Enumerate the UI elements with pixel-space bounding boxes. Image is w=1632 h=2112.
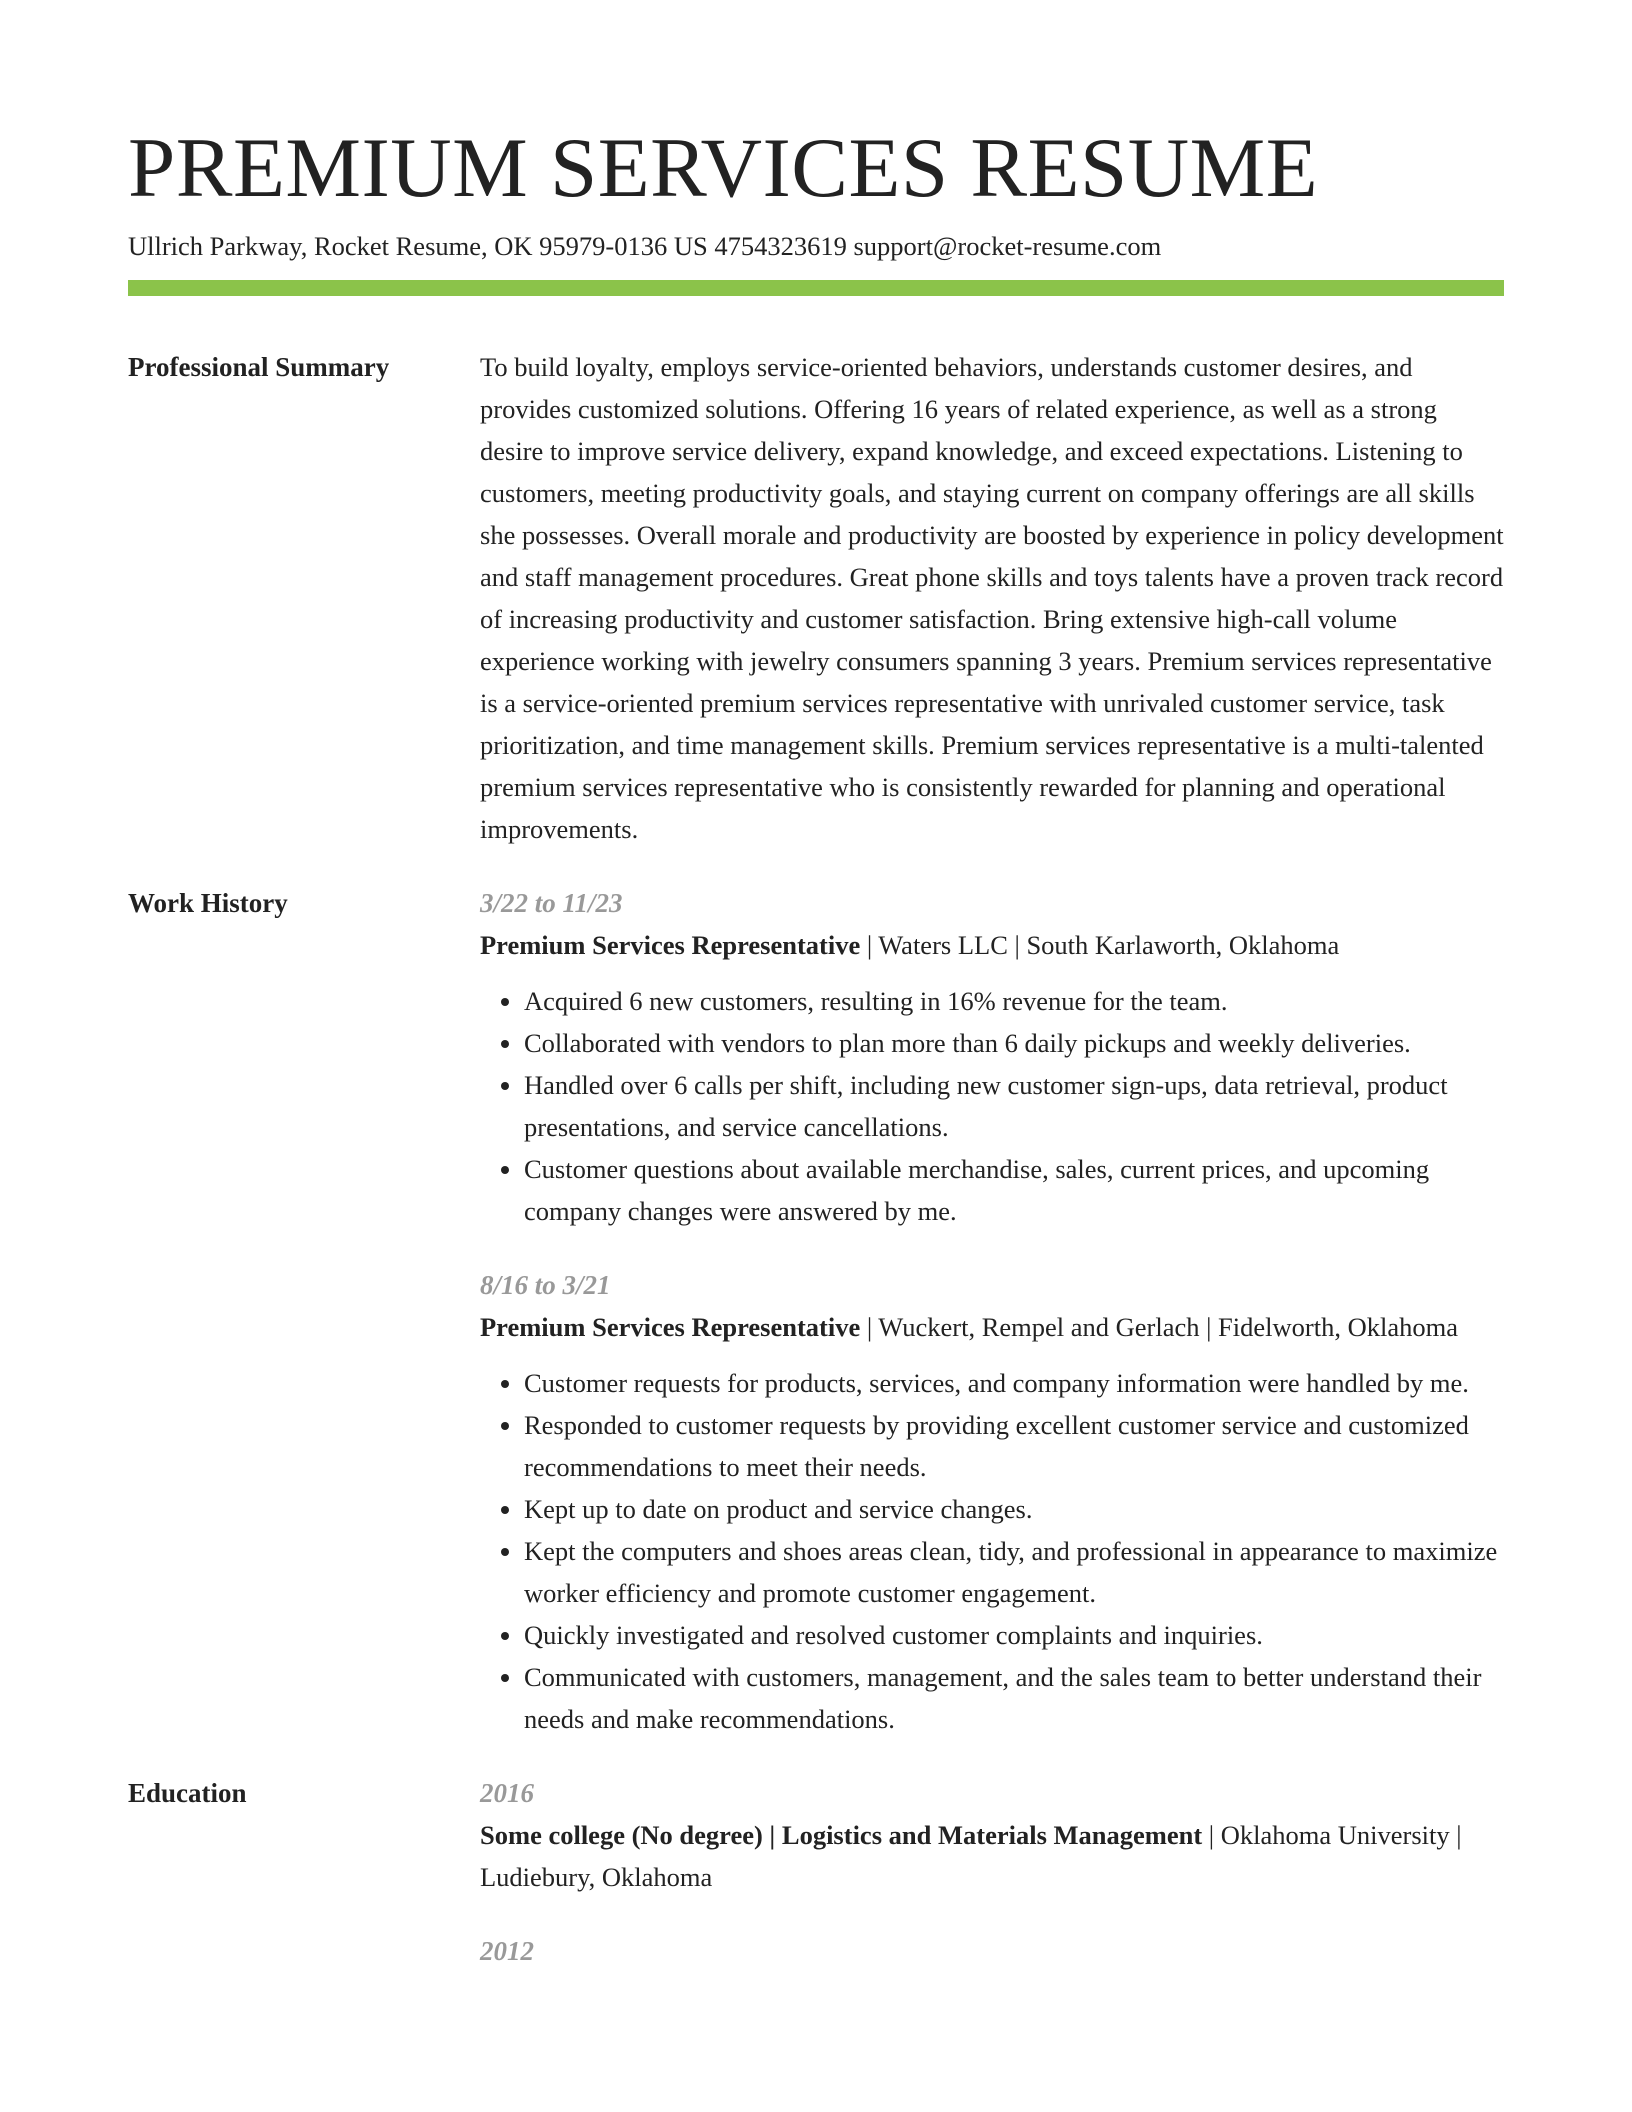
education-entry [480,1772,1504,1898]
list-item: • Collaborated with vendors to plan more than 6 daily pickups and weekly deliveries. [524,1022,1504,1064]
list-item: • Kept up to date on product and service changes. [524,1488,1504,1530]
contact-line: Ullrich Parkway, Rocket Resume, OK 95979-0136 US 4754323619 support@rocket-resume.com [128,231,1162,261]
job-details: | Waters LLC | South Karlaworth, Oklahoma [860,930,1340,960]
job-heading [480,1306,1504,1348]
job-dates: 8/16 to 3/21 [480,1270,611,1300]
list-item: • Kept the computers and shoes areas clean, tidy, and professional in appearance to maximize worker efficiency and promote customer engagement. [524,1530,1504,1614]
job-title: Premium Services Representative [480,930,861,960]
job-bullets [480,980,1504,1232]
job-title: Premium Services Representative [480,1312,861,1342]
summary-section [128,346,1504,850]
education-degree: Some college (No degree) | Logistics and Materials Management [480,1820,1203,1850]
education-heading [480,1814,1504,1898]
list-item: • Communicated with customers, management, and the sales team to better understand their needs and make recommendations. [524,1656,1504,1740]
job-details: | Wuckert, Rempel and Gerlach | Fidelworth, Oklahoma [860,1312,1458,1342]
section-label-education: Education [128,1778,247,1808]
job-entry [480,882,1504,1232]
accent-divider [128,280,1504,296]
resume-title: PREMIUM SERVICES RESUME [128,121,1319,215]
list-item: • Responded to customer requests by providing excellent customer service and customized recommendations to meet their needs. [524,1404,1504,1488]
list-item: • Handled over 6 calls per shift, including new customer sign-ups, data retrieval, product presentations, and service cancellations. [524,1064,1504,1148]
list-item: • Customer requests for products, services, and company information were handled by me. [524,1362,1504,1404]
job-dates: 3/22 to 11/23 [480,888,623,918]
summary-text: To build loyalty, employs service-oriented behaviors, understands customer desires, and provides customized solutions. Offering 16 years of related experience, as well as a strong desire to improve service delivery, expand knowledge, and exceed expectations. Listening to customers, meeting productivity goals, and staying current on company offerings are all skills she possesses. Overall morale and productivity are boosted by experience in policy development and staff management procedures. Great phone skills and toys talents have a proven track record of increasing productivity and customer satisfaction. Bring extensive high-call volume experience working with jewelry consumers spanning 3 years. Premium services representative is a service-oriented premium services representative with unrivaled customer service, task prioritization, and time management skills. Premium services representative is a multi-talented premium services representative who is consistently rewarded for planning and operational improvements. [480,352,1504,844]
education-year: 2016 [480,1778,534,1808]
job-bullets [480,1362,1504,1740]
list-item: • Customer questions about available merchandise, sales, current prices, and upcoming company changes were answered by me. [524,1148,1504,1232]
section-label-work: Work History [128,888,288,918]
list-item: • Quickly investigated and resolved customer complaints and inquiries. [524,1614,1504,1656]
list-item: • Acquired 6 new customers, resulting in 16% revenue for the team. [524,980,1504,1022]
education-body [480,1772,1504,1972]
education-section [128,1772,1504,1972]
education-year: 2012 [480,1936,534,1966]
section-label-summary: Professional Summary [128,352,390,382]
job-entry [480,1264,1504,1740]
work-history-body [480,882,1504,1740]
resume-page [128,118,1504,1972]
education-details: | Oklahoma University | Ludiebury, Oklahoma [480,1820,1462,1892]
job-heading [480,924,1504,966]
work-history-section [128,882,1504,1740]
education-entry [480,1930,1504,1972]
